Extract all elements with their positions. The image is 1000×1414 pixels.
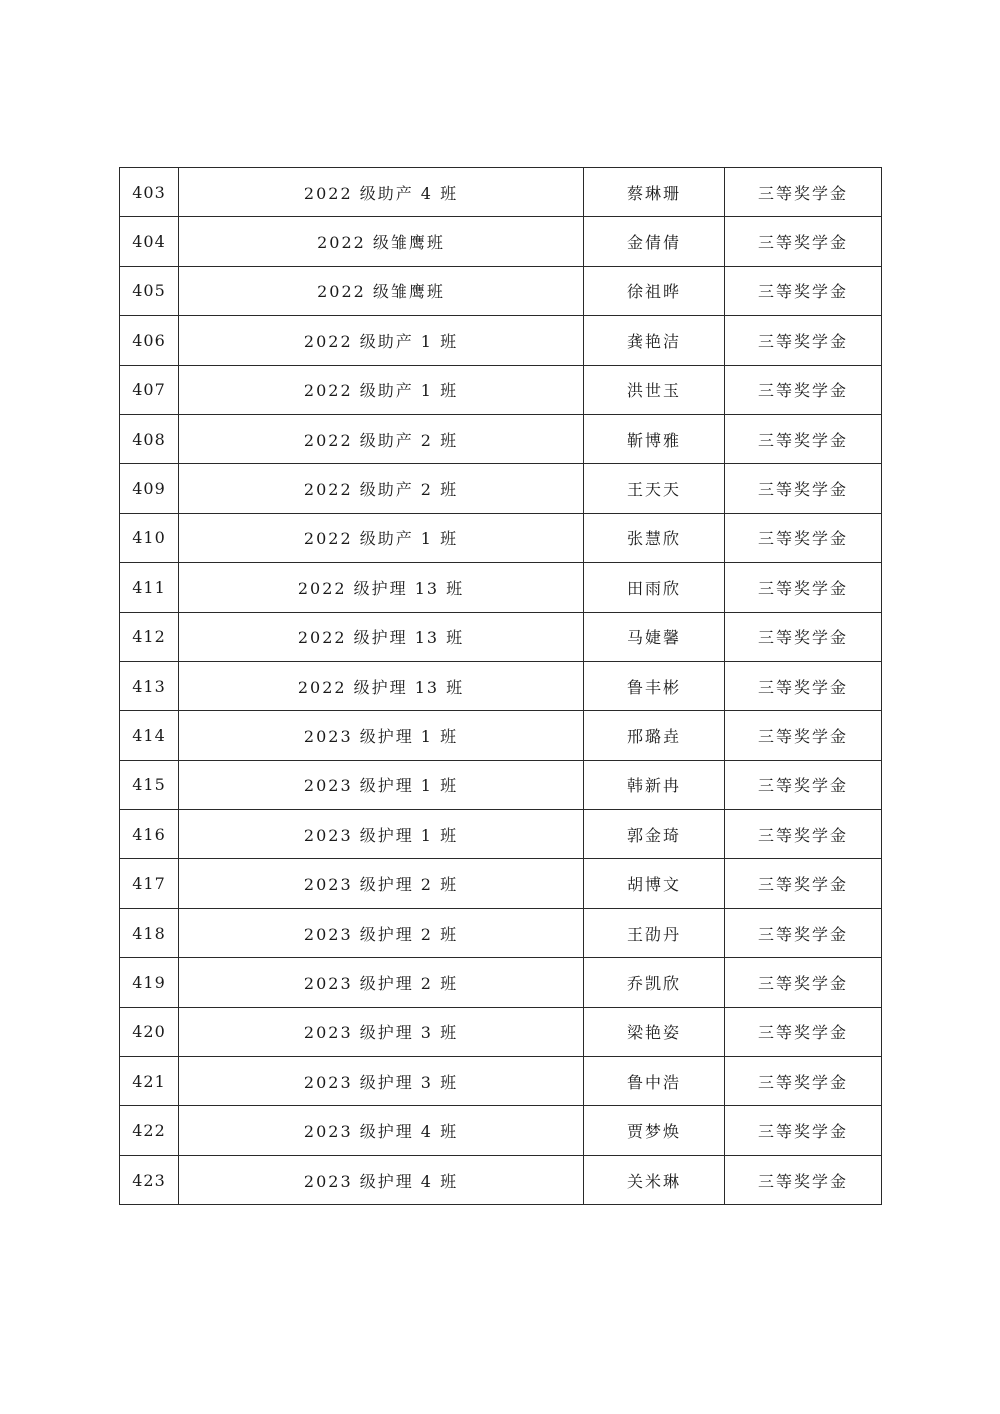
- student-name-cell: 王天天: [584, 464, 725, 513]
- table-row: [120, 1057, 882, 1106]
- row-number-cell: 413: [120, 661, 179, 710]
- student-name-cell: 洪世玉: [584, 365, 725, 414]
- class-name-cell: 2023 级护理 3 班: [179, 1007, 584, 1056]
- award-level-cell: 三等奖学金: [725, 612, 882, 661]
- row-number-cell: 406: [120, 316, 179, 365]
- class-name-cell: 2022 级助产 1 班: [179, 365, 584, 414]
- table-row: [120, 661, 882, 710]
- table-row: [120, 365, 882, 414]
- award-level-cell: 三等奖学金: [725, 859, 882, 908]
- student-name-cell: 马婕馨: [584, 612, 725, 661]
- table-row: [120, 316, 882, 365]
- student-name-cell: 胡博文: [584, 859, 725, 908]
- award-level-cell: 三等奖学金: [725, 958, 882, 1007]
- class-name-cell: 2022 级助产 2 班: [179, 414, 584, 463]
- class-name-cell: 2023 级护理 4 班: [179, 1106, 584, 1155]
- student-name-cell: 郭金琦: [584, 810, 725, 859]
- table-row: [120, 958, 882, 1007]
- award-level-cell: 三等奖学金: [725, 1007, 882, 1056]
- class-name-cell: 2022 级雏鹰班: [179, 266, 584, 315]
- row-number-cell: 418: [120, 908, 179, 957]
- student-name-cell: 邢璐垚: [584, 711, 725, 760]
- table-row: [120, 1155, 882, 1204]
- student-name-cell: 梁艳姿: [584, 1007, 725, 1056]
- award-level-cell: 三等奖学金: [725, 760, 882, 809]
- row-number-cell: 421: [120, 1057, 179, 1106]
- class-name-cell: 2023 级护理 1 班: [179, 810, 584, 859]
- row-number-cell: 405: [120, 266, 179, 315]
- student-name-cell: 徐祖晔: [584, 266, 725, 315]
- table-row: [120, 810, 882, 859]
- row-number-cell: 403: [120, 168, 179, 217]
- award-level-cell: 三等奖学金: [725, 661, 882, 710]
- class-name-cell: 2023 级护理 2 班: [179, 859, 584, 908]
- table-row: [120, 414, 882, 463]
- award-level-cell: 三等奖学金: [725, 217, 882, 266]
- row-number-cell: 419: [120, 958, 179, 1007]
- table-row: [120, 859, 882, 908]
- award-level-cell: 三等奖学金: [725, 266, 882, 315]
- student-name-cell: 韩新冉: [584, 760, 725, 809]
- award-level-cell: 三等奖学金: [725, 365, 882, 414]
- award-level-cell: 三等奖学金: [725, 711, 882, 760]
- scholarship-table-body: [120, 168, 882, 1205]
- table-row: [120, 1106, 882, 1155]
- row-number-cell: 414: [120, 711, 179, 760]
- student-name-cell: 金倩倩: [584, 217, 725, 266]
- award-level-cell: 三等奖学金: [725, 1057, 882, 1106]
- table-row: [120, 513, 882, 562]
- table-row: [120, 266, 882, 315]
- table-row: [120, 168, 882, 217]
- table-row: [120, 760, 882, 809]
- row-number-cell: 417: [120, 859, 179, 908]
- row-number-cell: 420: [120, 1007, 179, 1056]
- award-level-cell: 三等奖学金: [725, 414, 882, 463]
- student-name-cell: 王劭丹: [584, 908, 725, 957]
- award-level-cell: 三等奖学金: [725, 810, 882, 859]
- student-name-cell: 鲁中浩: [584, 1057, 725, 1106]
- student-name-cell: 鲁丰彬: [584, 661, 725, 710]
- class-name-cell: 2022 级护理 13 班: [179, 661, 584, 710]
- class-name-cell: 2022 级助产 1 班: [179, 316, 584, 365]
- row-number-cell: 415: [120, 760, 179, 809]
- table-row: [120, 217, 882, 266]
- award-level-cell: 三等奖学金: [725, 563, 882, 612]
- student-name-cell: 乔凯欣: [584, 958, 725, 1007]
- class-name-cell: 2023 级护理 2 班: [179, 908, 584, 957]
- table-row: [120, 464, 882, 513]
- class-name-cell: 2023 级护理 4 班: [179, 1155, 584, 1204]
- row-number-cell: 408: [120, 414, 179, 463]
- row-number-cell: 410: [120, 513, 179, 562]
- table-row: [120, 563, 882, 612]
- award-level-cell: 三等奖学金: [725, 908, 882, 957]
- class-name-cell: 2022 级助产 4 班: [179, 168, 584, 217]
- class-name-cell: 2022 级护理 13 班: [179, 612, 584, 661]
- row-number-cell: 412: [120, 612, 179, 661]
- award-level-cell: 三等奖学金: [725, 464, 882, 513]
- table-row: [120, 612, 882, 661]
- student-name-cell: 龚艳洁: [584, 316, 725, 365]
- student-name-cell: 贾梦焕: [584, 1106, 725, 1155]
- student-name-cell: 靳博雅: [584, 414, 725, 463]
- row-number-cell: 423: [120, 1155, 179, 1204]
- award-level-cell: 三等奖学金: [725, 513, 882, 562]
- award-level-cell: 三等奖学金: [725, 1106, 882, 1155]
- row-number-cell: 416: [120, 810, 179, 859]
- class-name-cell: 2022 级助产 2 班: [179, 464, 584, 513]
- class-name-cell: 2023 级护理 1 班: [179, 760, 584, 809]
- class-name-cell: 2023 级护理 2 班: [179, 958, 584, 1007]
- student-name-cell: 张慧欣: [584, 513, 725, 562]
- row-number-cell: 409: [120, 464, 179, 513]
- award-level-cell: 三等奖学金: [725, 168, 882, 217]
- scholarship-table: [119, 167, 882, 1205]
- row-number-cell: 422: [120, 1106, 179, 1155]
- class-name-cell: 2022 级助产 1 班: [179, 513, 584, 562]
- student-name-cell: 关米琳: [584, 1155, 725, 1204]
- class-name-cell: 2022 级雏鹰班: [179, 217, 584, 266]
- row-number-cell: 411: [120, 563, 179, 612]
- class-name-cell: 2022 级护理 13 班: [179, 563, 584, 612]
- row-number-cell: 407: [120, 365, 179, 414]
- table-row: [120, 711, 882, 760]
- class-name-cell: 2023 级护理 1 班: [179, 711, 584, 760]
- award-level-cell: 三等奖学金: [725, 316, 882, 365]
- student-name-cell: 田雨欣: [584, 563, 725, 612]
- table-row: [120, 1007, 882, 1056]
- student-name-cell: 蔡琳珊: [584, 168, 725, 217]
- row-number-cell: 404: [120, 217, 179, 266]
- class-name-cell: 2023 级护理 3 班: [179, 1057, 584, 1106]
- table-row: [120, 908, 882, 957]
- award-level-cell: 三等奖学金: [725, 1155, 882, 1204]
